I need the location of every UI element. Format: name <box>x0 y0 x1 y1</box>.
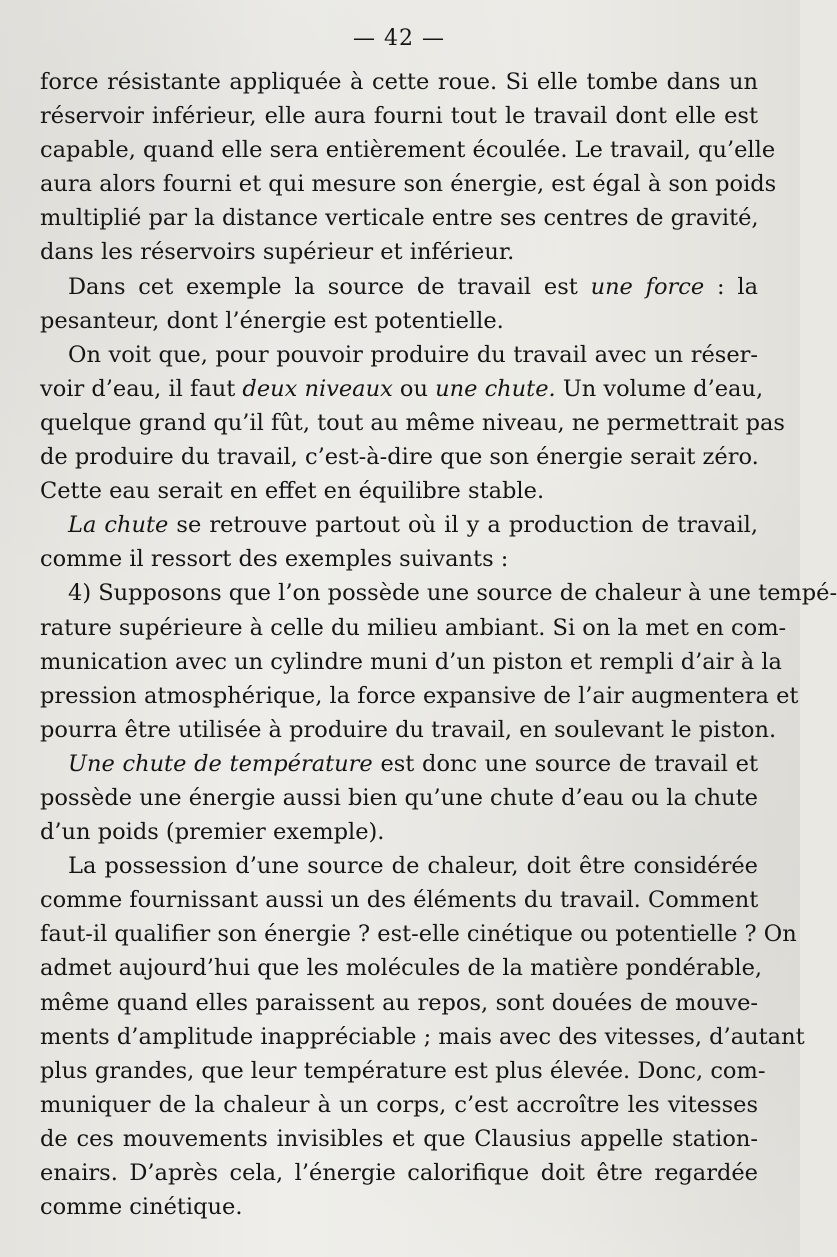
text-line: La possession d’une source de chaleur, doit être considérée <box>68 853 758 880</box>
text-line: pourra être utilisée à produire du travail, en soulevant le piston. <box>40 716 777 743</box>
text-line: enairs. D’après cela, l’énergie calorifique doit être regardée <box>40 1160 758 1186</box>
paragraph-2 <box>40 270 758 338</box>
body-text <box>40 65 837 1224</box>
paragraph-4 <box>40 508 758 576</box>
text-line: de ces mouvements invisibles et que Clausius appelle station- <box>40 1125 758 1152</box>
text-line: multiplié par la distance verticale entre ses centres de gravité, <box>40 205 759 232</box>
italic-text: une force <box>590 273 705 300</box>
text-line: aura alors fourni et qui mesure son énergie, est égal à son poids <box>40 171 777 198</box>
text-line: rature supérieure à celle du milieu ambiant. Si on la met en com- <box>40 614 787 641</box>
paragraph-5 <box>40 576 837 746</box>
italic-text: La chute <box>68 512 169 539</box>
text-line: 4) Supposons que l’on possède une source de chaleur à une tempé- <box>68 580 837 607</box>
italic-text: une chute. <box>435 375 556 402</box>
text-line: La chute se retrouve partout où il y a production de travail, <box>68 512 759 539</box>
paragraph-6 <box>40 747 758 849</box>
text-line: comme cinétique. <box>40 1194 243 1221</box>
paragraph-3 <box>40 338 785 508</box>
page-number: — 42 — <box>353 26 445 51</box>
text-line: plus grandes, que leur température est plus élevée. Donc, com- <box>40 1057 766 1084</box>
text-line: Une chute de température est donc une source de travail et <box>68 750 758 777</box>
text-line: même quand elles paraissent au repos, sont douées de mouve- <box>40 989 758 1016</box>
text-line: comme fournissant aussi un des éléments du travail. Comment <box>40 887 759 914</box>
paragraph-7 <box>40 849 805 1224</box>
paragraph-1 <box>40 65 777 270</box>
text-line: On voit que, pour pouvoir produire du travail avec un réser- <box>68 341 758 368</box>
text-line: muniquer de la chaleur à un corps, c’est accroître les vitesses <box>40 1091 758 1118</box>
text-line: quelque grand qu’il fût, tout au même niveau, ne permettrait pas <box>40 409 785 436</box>
text-line: réservoir inférieur, elle aura fourni tout le travail dont elle est <box>40 103 758 130</box>
text-line: pression atmosphérique, la force expansive de l’air augmentera et <box>40 682 799 709</box>
text-line: dans les réservoirs supérieur et inférieur. <box>40 239 515 266</box>
text-line: force résistante appliquée à cette roue. Si elle tombe dans un <box>40 69 758 95</box>
italic-text: Une chute de température <box>68 750 373 777</box>
text-line: Cette eau serait en effet en équilibre stable. <box>40 478 545 505</box>
text-line: Dans cet exemple la source de travail est une force : la <box>68 273 758 300</box>
text-line: de produire du travail, c’est-à-dire que son énergie serait zéro. <box>40 444 759 471</box>
text-line: ments d’amplitude inappréciable ; mais avec des vitesses, d’autant <box>40 1023 805 1050</box>
italic-text: deux niveaux <box>242 375 393 402</box>
text-line: possède une énergie aussi bien qu’une chute d’eau ou la chute <box>40 784 758 811</box>
text-line: capable, quand elle sera entièrement écoulée. Le travail, qu’elle <box>40 137 776 164</box>
text-line: voir d’eau, il faut deux niveaux ou une chute. Un volume d’eau, <box>40 375 764 402</box>
text-line: comme il ressort des exemples suivants : <box>40 546 509 573</box>
text-line: pesanteur, dont l’énergie est potentielle. <box>40 307 504 334</box>
text-line: faut-il qualifier son énergie ? est-elle cinétique ou potentielle ? On <box>40 921 797 948</box>
text-line: munication avec un cylindre muni d’un piston et rempli d’air à la <box>40 648 782 675</box>
text-line: admet aujourd’hui que les molécules de la matière pondérable, <box>40 955 763 982</box>
text-line: d’un poids (premier exemple). <box>40 819 385 846</box>
